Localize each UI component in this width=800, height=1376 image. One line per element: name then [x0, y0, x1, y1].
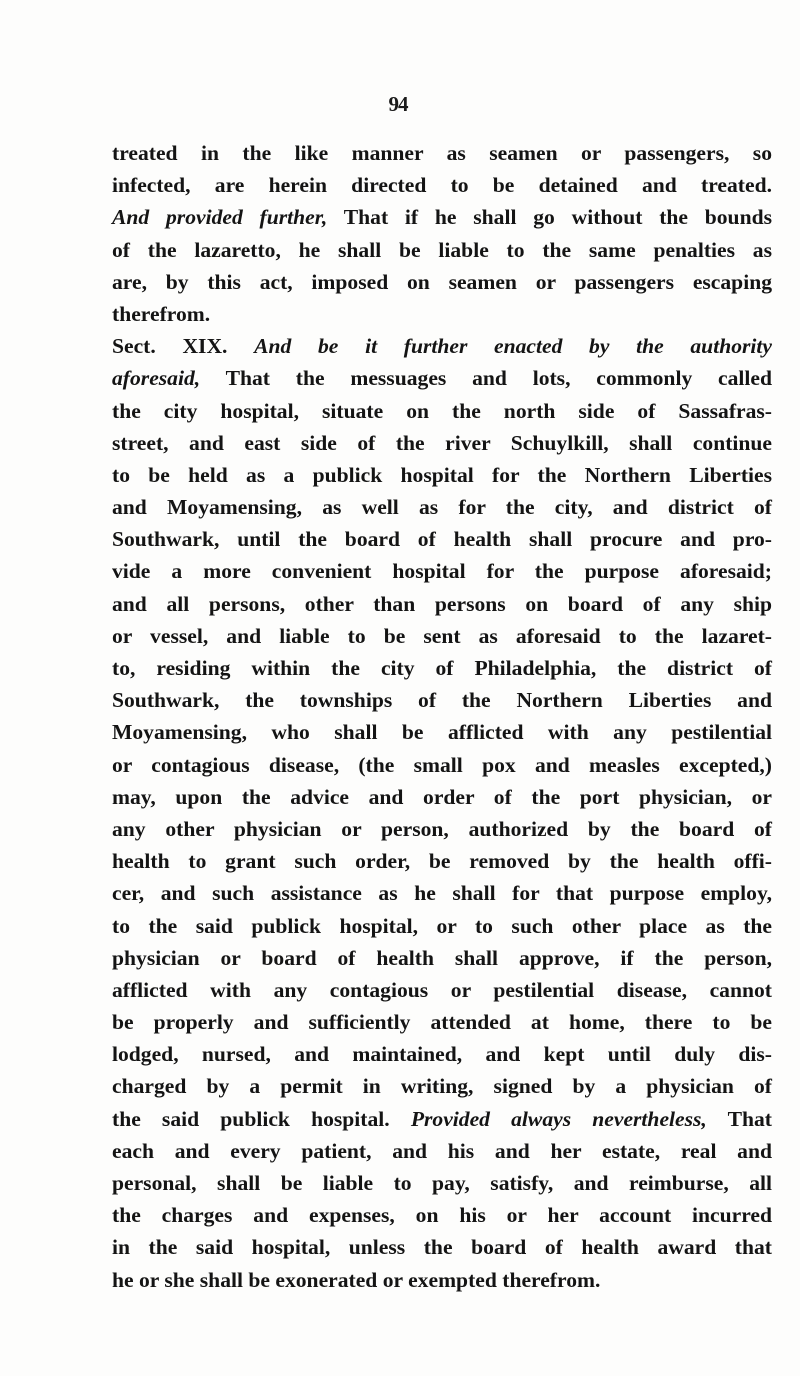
text-run: and all persons, other than persons on board of any ship	[112, 591, 772, 616]
text-line	[112, 620, 772, 652]
text-run: the said publick hospital.	[112, 1106, 411, 1131]
text-line	[112, 1135, 772, 1167]
italic-phrase: And provided further,	[112, 205, 328, 230]
text-run: to, residing within the city of Philadelphia, the district of	[112, 656, 772, 680]
text-line	[112, 749, 772, 781]
text-line	[112, 1231, 772, 1263]
text-line	[112, 1006, 772, 1038]
text-line	[112, 298, 772, 330]
text-run: lodged, nursed, and maintained, and kept until duly dis-	[112, 1042, 772, 1067]
text-line	[112, 169, 772, 201]
text-line	[112, 942, 772, 974]
text-run: any other physician or person, authorized by the board of	[112, 816, 772, 841]
text-run: the city hospital, situate on the north side of Sassafras-	[112, 398, 772, 423]
text-line	[112, 781, 772, 813]
text-run: Southwark, the townships of the Northern Liberties and	[112, 688, 772, 713]
text-line	[112, 1070, 772, 1102]
text-run: and Moyamensing, as well as for the city, and district of	[112, 495, 772, 520]
text-run: of the lazaretto, he shall be liable to the same penalties as	[112, 237, 772, 262]
text-run: in the said hospital, unless the board of health award that	[112, 1235, 772, 1260]
text-line	[112, 813, 772, 845]
text-run: may, upon the advice and order of the port physician, or	[112, 784, 772, 809]
text-run: or vessel, and liable to be sent as aforesaid to the lazaret-	[112, 623, 772, 648]
text-line	[112, 716, 772, 748]
text-run: health to grant such order, be removed by the health offi-	[112, 849, 772, 874]
text-line	[112, 362, 772, 394]
body-text	[112, 137, 772, 1296]
text-run: Moyamensing, who shall be afflicted with any pestilential	[112, 720, 772, 745]
text-line	[112, 845, 772, 877]
text-line	[112, 910, 772, 942]
text-line	[112, 234, 772, 266]
text-run: vide a more convenient hospital for the purpose aforesaid;	[112, 559, 772, 584]
text-run: That	[706, 1106, 772, 1131]
text-run: or contagious disease, (the small pox and measles excepted,)	[112, 752, 772, 777]
text-run: cer, and such assistance as he shall for that purpose employ,	[112, 881, 772, 906]
text-line	[112, 137, 772, 169]
text-line	[112, 588, 772, 620]
text-line	[112, 684, 772, 716]
text-run: physician or board of health shall approve, if the person,	[112, 945, 772, 970]
page-number: 94	[388, 92, 408, 116]
text-run: he or she shall be exonerated or exempted therefrom.	[112, 1267, 601, 1292]
italic-phrase: aforesaid,	[112, 366, 201, 391]
text-line	[112, 266, 772, 298]
text-line	[112, 491, 772, 523]
italic-phrase: Provided always nevertheless,	[410, 1106, 707, 1131]
text-run: Southwark, until the board of health shall procure and pro-	[112, 527, 772, 552]
text-run: the charges and expenses, on his or her account incurred	[112, 1203, 772, 1228]
text-line	[112, 201, 772, 233]
text-run: charged by a permit in writing, signed by a physician of	[112, 1074, 772, 1099]
text-line	[112, 555, 772, 587]
text-run: afflicted with any contagious or pestilential disease, cannot	[112, 977, 772, 1002]
text-line	[112, 523, 772, 555]
text-run: therefrom.	[112, 301, 211, 326]
text-line	[112, 652, 772, 684]
text-line	[112, 1167, 772, 1199]
text-line	[112, 395, 772, 427]
text-run: That the messuages and lots, commonly called	[200, 366, 772, 391]
text-line	[112, 427, 772, 459]
text-line	[112, 1103, 772, 1135]
text-run: are, by this act, imposed on seamen or passengers escaping	[112, 269, 772, 294]
text-run: treated in the like manner as seamen or passengers, so	[112, 141, 772, 165]
text-run: be properly and sufficiently attended at home, there to be	[112, 1010, 772, 1035]
text-run: to be held as a publick hospital for the Northern Liberties	[112, 462, 772, 487]
italic-phrase: And be it further enacted by the authority	[254, 334, 772, 359]
text-run: Sect. XIX.	[112, 334, 255, 359]
text-run: street, and east side of the river Schuylkill, shall continue	[112, 430, 772, 455]
text-line	[112, 1199, 772, 1231]
text-run: That if he shall go without the bounds	[327, 205, 772, 230]
text-run: each and every patient, and his and her estate, real and	[112, 1138, 772, 1163]
text-line	[112, 1038, 772, 1070]
text-run: to the said publick hospital, or to such other place as the	[112, 913, 772, 938]
text-line	[112, 330, 772, 362]
text-line	[112, 459, 772, 491]
text-run: infected, are herein directed to be detained and treated.	[112, 173, 772, 198]
text-run: personal, shall be liable to pay, satisfy, and reimburse, all	[112, 1171, 772, 1195]
text-line	[112, 877, 772, 909]
text-line	[112, 974, 772, 1006]
text-line	[112, 1264, 772, 1296]
